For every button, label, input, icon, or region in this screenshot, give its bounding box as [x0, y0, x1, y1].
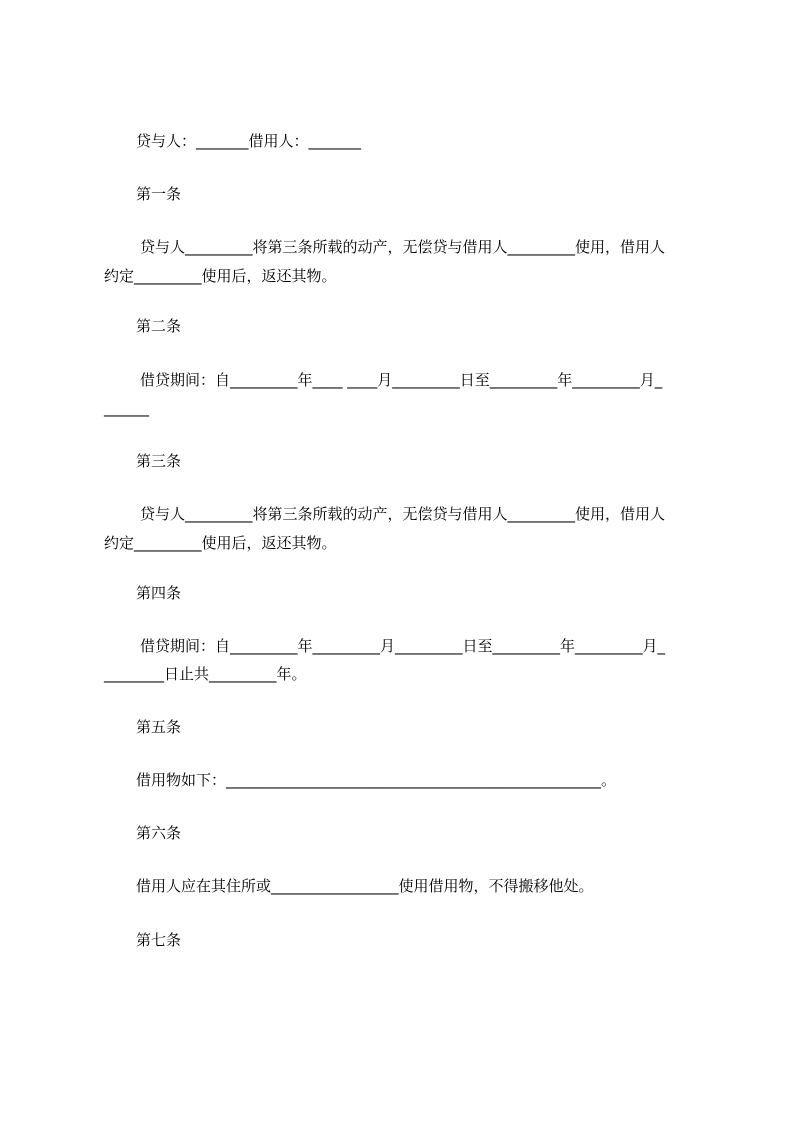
article-5-text-line-1: 借用物如下：__________________________________________________。: [136, 771, 617, 789]
article-1-text-line-2: 约定_________使用后，返还其物。: [104, 267, 337, 285]
article-3-text-line-2: 约定_________使用后，返还其物。: [104, 534, 337, 552]
article-7-heading: 第七条: [136, 931, 182, 949]
parties-line: 贷与人：_______借用人：_______: [136, 132, 362, 150]
article-4-text-line-1: 借贷期间：自_________年_________月_________日至_________年_________月_: [140, 637, 666, 655]
article-4-text-line-2: ________日止共_________年。: [104, 665, 307, 683]
article-2-heading: 第二条: [136, 317, 182, 335]
article-5-heading: 第五条: [136, 718, 182, 736]
article-2-text-line-1: 借贷期间：自_________年____ ____月_________日至_________年_________月_: [140, 371, 663, 389]
article-1-text-line-1: 贷与人_________将第三条所载的动产，无偿贷与借用人_________使用，借用人: [140, 238, 666, 256]
article-3-text-line-1: 贷与人_________将第三条所载的动产，无偿贷与借用人_________使用，借用人: [140, 505, 666, 523]
article-3-heading: 第三条: [136, 452, 182, 470]
article-4-heading: 第四条: [136, 584, 182, 602]
article-6-heading: 第六条: [136, 824, 182, 842]
article-2-text-line-2: ______: [104, 399, 149, 417]
article-6-text-line-1: 借用人应在其住所或_________________使用借用物，不得搬移他处。: [136, 877, 594, 895]
article-1-heading: 第一条: [136, 185, 182, 203]
